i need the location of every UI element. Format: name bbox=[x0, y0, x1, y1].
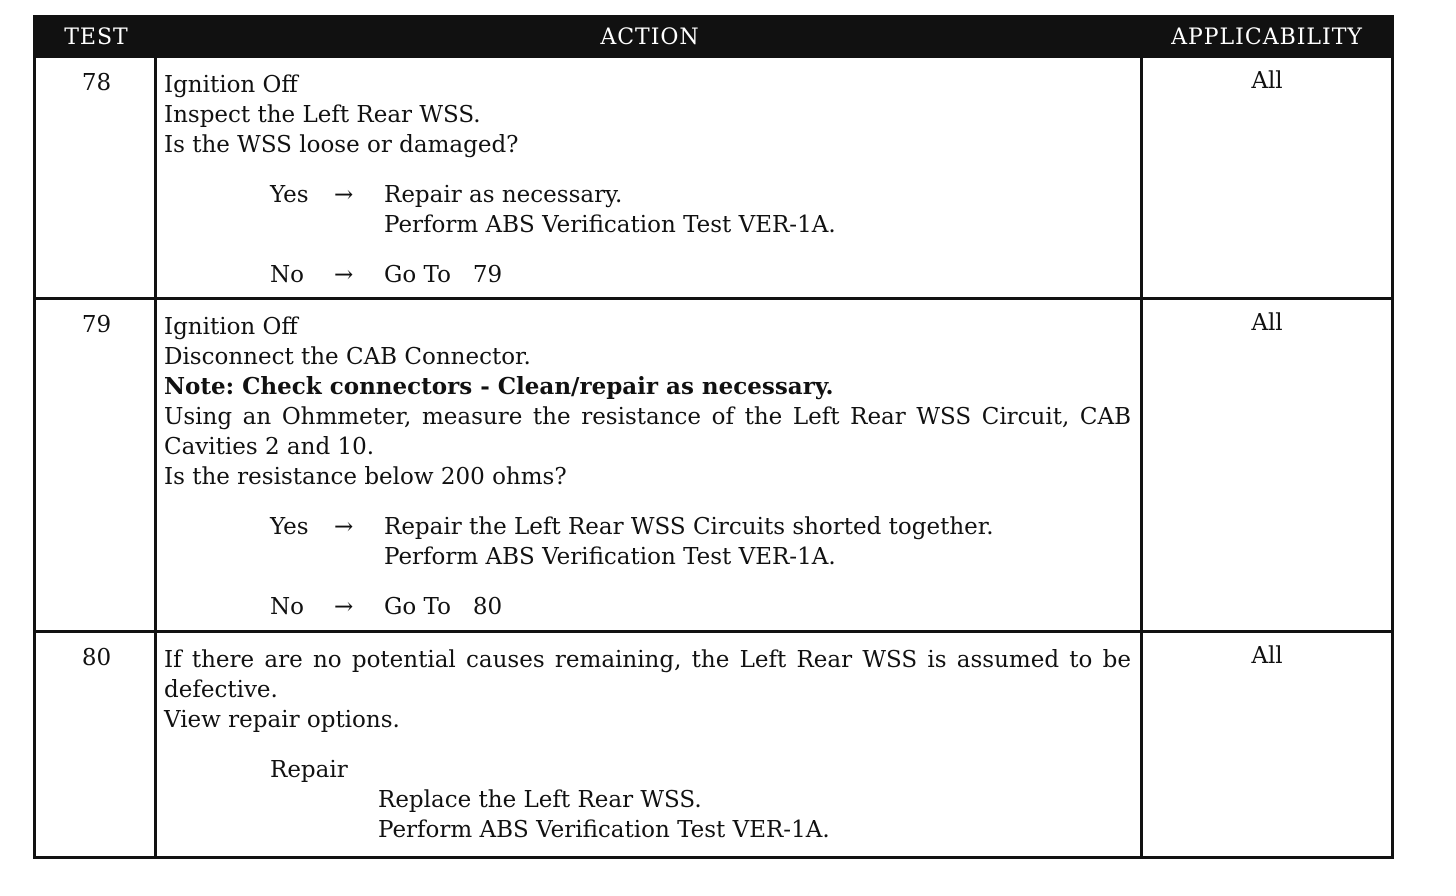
header-action: ACTION bbox=[600, 25, 700, 50]
no-label: No bbox=[270, 594, 304, 620]
action-measure: Using an Ohmmeter, measure the resistance of the Left Rear WSS Circuit, CAB Cavities 2 and 10. bbox=[164, 404, 1131, 460]
action-step: View repair options. bbox=[164, 707, 400, 733]
action-question: Is the WSS loose or damaged? bbox=[164, 132, 519, 158]
table-row-78 bbox=[36, 58, 1391, 297]
header-applicability: APPLICABILITY bbox=[1171, 25, 1363, 50]
diagnostic-table bbox=[33, 15, 1394, 859]
action-step: Disconnect the CAB Connector. bbox=[164, 344, 531, 370]
yes-result: Repair the Left Rear WSS Circuits shorted together. bbox=[384, 514, 994, 540]
right-arrow-icon: → bbox=[334, 514, 354, 540]
repair-item: Replace the Left Rear WSS. bbox=[378, 787, 702, 813]
yes-result: Repair as necessary. bbox=[384, 182, 623, 208]
yes-label: Yes bbox=[270, 514, 309, 540]
test-number: 79 bbox=[81, 312, 112, 338]
applicability-value: All bbox=[1251, 643, 1283, 669]
right-arrow-icon: → bbox=[334, 182, 354, 208]
no-result: Go To 79 bbox=[384, 262, 503, 288]
action-text: If there are no potential causes remaining, the Left Rear WSS is assumed to be defective. bbox=[164, 647, 1131, 703]
repair-item: Perform ABS Verification Test VER-1A. bbox=[378, 817, 830, 843]
test-number: 78 bbox=[81, 70, 112, 96]
table-row-80 bbox=[36, 633, 1391, 856]
no-label: No bbox=[270, 262, 304, 288]
action-cell bbox=[164, 70, 1131, 290]
test-number: 80 bbox=[81, 645, 112, 671]
no-branch bbox=[164, 260, 1131, 290]
action-cell bbox=[164, 645, 1131, 845]
action-cell bbox=[164, 312, 1131, 622]
yes-result-continued: Perform ABS Verification Test VER-1A. bbox=[384, 212, 836, 238]
action-step: Inspect the Left Rear WSS. bbox=[164, 102, 481, 128]
yes-label: Yes bbox=[270, 182, 309, 208]
yes-branch bbox=[164, 180, 1131, 210]
no-branch bbox=[164, 592, 1131, 622]
applicability-value: All bbox=[1251, 68, 1283, 94]
action-step: Ignition Off bbox=[164, 72, 298, 98]
table-row-79 bbox=[36, 300, 1391, 630]
applicability-value: All bbox=[1251, 310, 1283, 336]
table-header bbox=[36, 18, 1391, 58]
repair-label: Repair bbox=[270, 757, 348, 783]
no-result: Go To 80 bbox=[384, 594, 503, 620]
action-question: Is the resistance below 200 ohms? bbox=[164, 464, 567, 490]
header-test: TEST bbox=[64, 25, 129, 50]
action-note: Note: Check connectors - Clean/repair as necessary. bbox=[164, 373, 834, 400]
action-step: Ignition Off bbox=[164, 314, 298, 340]
right-arrow-icon: → bbox=[334, 262, 354, 288]
right-arrow-icon: → bbox=[334, 594, 354, 620]
yes-result-continued: Perform ABS Verification Test VER-1A. bbox=[384, 544, 836, 570]
yes-branch bbox=[164, 512, 1131, 542]
